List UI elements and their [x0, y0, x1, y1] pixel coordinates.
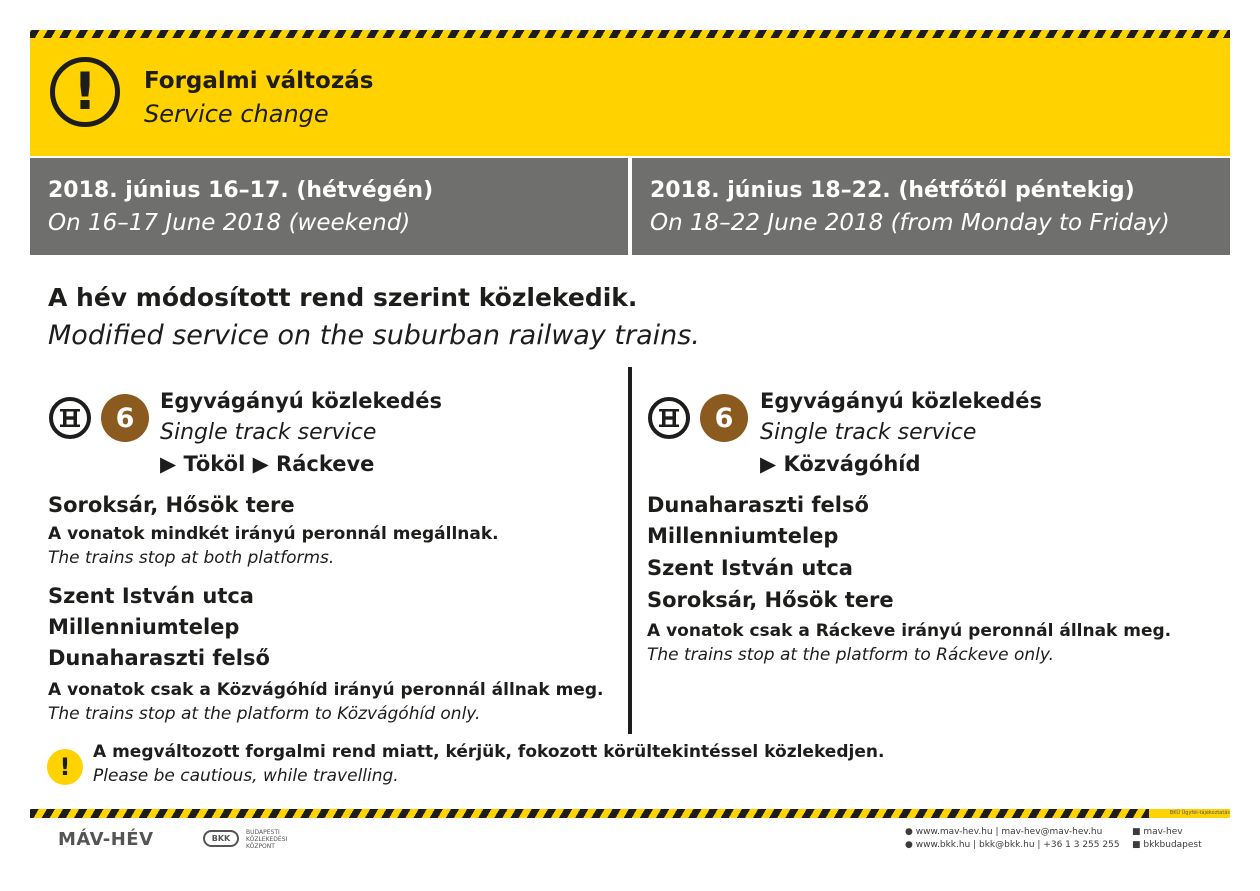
- service-hu-right: Egyvágányú közlekedés: [760, 389, 1042, 413]
- hev-icon: [648, 397, 690, 439]
- note-en-rackeve: The trains stop at the platform to Ráckeve only.: [647, 645, 1055, 665]
- service-hu-left: Egyvágányú közlekedés: [160, 389, 442, 413]
- hev-h-icon: [657, 406, 681, 430]
- main-message-en: Modified service on the suburban railway trains.: [48, 320, 700, 351]
- service-en-left: Single track service: [160, 420, 377, 445]
- stop-right-4: Soroksár, Hősök tere: [647, 588, 894, 612]
- date-right-hu: 2018. június 18–22. (hétfőtől péntekig): [650, 178, 1135, 203]
- stop-right-2: Millenniumtelep: [647, 524, 839, 548]
- bkk-logo-text: BUDAPESTI KÖZLEKEDÉSI KÖZPONT: [246, 829, 288, 850]
- direction-left: ▶ Tököl ▶ Ráckeve: [160, 452, 375, 476]
- facebook-mav-text: mav-hev: [1143, 827, 1183, 837]
- date-right-en: On 18–22 June 2018 (from Monday to Friday): [650, 210, 1170, 236]
- stop-left-2: Millenniumtelep: [48, 615, 240, 639]
- contact-mav[interactable]: [905, 827, 1102, 837]
- hev-h-icon: [58, 406, 82, 430]
- facebook-icon: ■: [1132, 840, 1141, 850]
- note-hu-kozvagohid: A vonatok csak a Közvágóhíd irányú peronnál állnak meg.: [48, 680, 604, 700]
- date-left-en: On 16–17 June 2018 (weekend): [48, 210, 411, 236]
- column-divider: [628, 367, 632, 734]
- caution-icon: !: [47, 749, 83, 785]
- contact-bkk[interactable]: [905, 840, 1120, 850]
- stop-left-3: Dunaharaszti felső: [48, 646, 270, 670]
- note-en-kozvagohid: The trains stop at the platform to Közvágóhíd only.: [48, 704, 481, 724]
- title-en: Service change: [144, 100, 329, 128]
- hazard-stripe-bottom: [30, 809, 1149, 818]
- bkk-logo: BKK: [203, 830, 239, 847]
- title-hu: Forgalmi változás: [144, 68, 374, 94]
- main-message-hu: A hév módosított rend szerint közlekedik.: [48, 283, 638, 312]
- stop-left-1: Szent István utca: [48, 584, 254, 608]
- date-box-right: [632, 158, 1230, 255]
- date-box-left: [30, 158, 628, 255]
- caution-en: Please be cautious, while travelling.: [93, 766, 399, 786]
- stop-right-3: Szent István utca: [647, 556, 853, 580]
- facebook-mav[interactable]: [1132, 827, 1183, 837]
- line-6-badge: 6: [700, 394, 748, 442]
- note-hu-both-platforms: A vonatok mindkét irányú peronnál megállnak.: [48, 524, 499, 544]
- stop-right-1: Dunaharaszti felső: [647, 493, 869, 517]
- contact-bkk-text: www.bkk.hu | bkk@bkk.hu | +36 1 3 255 255: [915, 840, 1120, 850]
- caution-hu: A megváltozott forgalmi rend miatt, kérjük, fokozott körültekintéssel közlekedjen.: [93, 742, 885, 762]
- line-6-badge: 6: [101, 394, 149, 442]
- globe-icon: ●: [905, 840, 913, 850]
- note-en-both-platforms: The trains stop at both platforms.: [48, 548, 335, 568]
- facebook-bkk[interactable]: [1132, 840, 1202, 850]
- mav-hev-logo: MÁV-HÉV: [58, 829, 154, 850]
- date-left-hu: 2018. június 16–17. (hétvégén): [48, 178, 434, 203]
- stop-soroksar-left: Soroksár, Hősök tere: [48, 493, 295, 517]
- exclamation-icon: !: [50, 57, 120, 127]
- facebook-bkk-text: bkkbudapest: [1143, 840, 1202, 850]
- hev-icon: [49, 397, 91, 439]
- direction-right: ▶ Közvágóhíd: [760, 452, 921, 476]
- bkk-info-label: BKÜ Ügyfél-tájékoztatás: [1149, 809, 1230, 818]
- service-en-right: Single track service: [760, 420, 977, 445]
- header-band: [30, 38, 1230, 156]
- contact-mav-text: www.mav-hev.hu | mav-hev@mav-hev.hu: [915, 827, 1103, 837]
- facebook-icon: ■: [1132, 827, 1141, 837]
- globe-icon: ●: [905, 827, 913, 837]
- note-hu-rackeve: A vonatok csak a Ráckeve irányú peronnál állnak meg.: [647, 621, 1172, 641]
